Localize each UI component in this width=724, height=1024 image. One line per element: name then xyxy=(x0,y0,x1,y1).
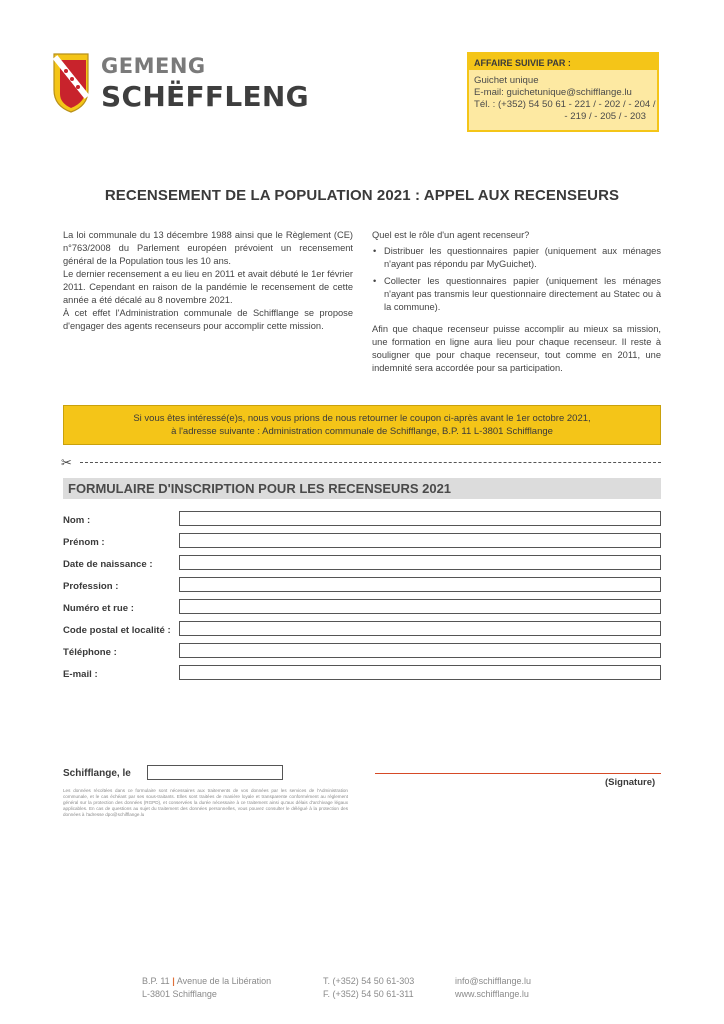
nom-field[interactable] xyxy=(179,511,661,526)
footer-separator: | xyxy=(172,976,175,986)
field-label-prenom: Prénom : xyxy=(63,537,105,548)
signature-label: (Signature) xyxy=(605,777,656,788)
role-training-paragraph: Afin que chaque recenseur puisse accomplir au mieux sa mission, une formation en ligne aura lieu pour chaque recenseur. Il reste à souligner que pour chaque recenseur, tout comme en 2011, une indemnité sera accordée pour sa participation. xyxy=(372,324,661,373)
scissors-icon: ✂ xyxy=(61,455,72,470)
commune-coat-of-arms-icon xyxy=(52,52,90,114)
field-label-profession: Profession : xyxy=(63,581,119,592)
privacy-notice: Les données récoltées dans ce formulaire sont nécessaires aux traitements de vos données par les services de l'Administration communale, et le cas échéant par ses sous-traitants. Elles sont traitées de manière loyale et transparente conformément au règlement général sur la protection des données (RGPD), et conservées la durée nécessaire à ce traitement ainsi qu'aux délais d'archivage légaux applicables. En cas de questions au sujet du traitement des données personnelles, vous pouvez consulter le délégué à la protection des données à l'adresse dpo@schifflange.lu xyxy=(63,788,348,817)
intro-column xyxy=(63,229,353,333)
cut-line xyxy=(80,462,661,463)
street-field[interactable] xyxy=(179,599,661,614)
field-label-numero-rue: Numéro et rue : xyxy=(63,603,134,614)
form-heading: FORMULAIRE D'INSCRIPTION POUR LES RECENSEURS 2021 xyxy=(63,478,661,499)
logo-wordmark-line2: SCHËFFLENG xyxy=(101,80,309,113)
field-label-email: E-mail : xyxy=(63,669,98,680)
phone-field[interactable] xyxy=(179,643,661,658)
intro-paragraph-1: La loi communale du 13 décembre 1988 ainsi que le Règlement (CE) n°763/2008 du Parlement européen prévoient un recensement général de la Population tous les 10 ans. xyxy=(63,230,353,266)
prenom-field[interactable] xyxy=(179,533,661,548)
page-title: RECENSEMENT DE LA POPULATION 2021 : APPEL AUX RECENSEURS xyxy=(104,187,620,204)
footer-web[interactable]: www.schifflange.lu xyxy=(455,989,529,999)
banner-line-2: à l'adresse suivante : Administration communale de Schifflange, B.P. 11 L-3801 Schifflange xyxy=(171,426,553,437)
profession-field[interactable] xyxy=(179,577,661,592)
date-field[interactable] xyxy=(147,765,283,780)
contact-phone-line1: Tél. : (+352) 54 50 61 - 221 / - 202 / - 204 / xyxy=(474,99,656,110)
contact-box xyxy=(467,52,659,132)
intro-paragraph-3: À cet effet l'Administration communale de Schifflange se propose d'engager des agents recenseurs pour accomplir cette mission. xyxy=(63,308,353,331)
footer-online xyxy=(455,975,531,1001)
field-label-nom: Nom : xyxy=(63,515,91,526)
email-field[interactable] xyxy=(179,665,661,680)
footer-tel: T. (+352) 54 50 61-303 xyxy=(323,976,415,986)
postal-code-locality-field[interactable] xyxy=(179,621,661,636)
footer-city: L-3801 Schifflange xyxy=(142,989,217,999)
logo-wordmark-line1: GEMENG xyxy=(101,54,206,78)
contact-phone-line2: - 219 / - 205 / - 203 xyxy=(564,111,646,122)
banner-line-1: Si vous êtes intéressé(e)s, nous vous prions de nous retourner le coupon ci-après avant le 1er octobre 2021, xyxy=(133,413,591,424)
field-label-code-postal: Code postal et localité : xyxy=(63,625,171,636)
footer-address xyxy=(142,975,271,1001)
contact-service: Guichet unique xyxy=(474,75,539,86)
field-label-telephone: Téléphone : xyxy=(63,647,117,658)
signature-line[interactable] xyxy=(375,773,661,774)
contact-heading: AFFAIRE SUIVIE PAR : xyxy=(469,54,657,70)
contact-email[interactable]: E-mail: guichetunique@schifflange.lu xyxy=(474,87,632,98)
role-bullet-1: • Distribuer les questionnaires papier (uniquement aux ménages n'ayant pas répondu par MyGuichet). xyxy=(372,245,661,271)
footer-fax: F. (+352) 54 50 61-311 xyxy=(323,989,414,999)
place-date-label: Schifflange, le xyxy=(63,768,131,779)
footer-phones xyxy=(323,975,414,1001)
role-bullet-2: • Collecter les questionnaires papier (uniquement les ménages n'ayant pas transmis leur questionnaire directement au Statec ou à la commune). xyxy=(372,275,661,314)
footer-street: Avenue de la Libération xyxy=(176,976,272,986)
role-question: Quel est le rôle d'un agent recenseur? xyxy=(372,230,530,240)
field-label-date-naissance: Date de naissance : xyxy=(63,559,153,570)
footer-bp: B.P. 11 xyxy=(142,976,170,986)
role-column xyxy=(372,229,661,375)
footer-email[interactable]: info@schifflange.lu xyxy=(455,976,532,986)
date-of-birth-field[interactable] xyxy=(179,555,661,570)
deadline-banner xyxy=(63,405,661,445)
intro-paragraph-2: Le dernier recensement a eu lieu en 2011 et avait débuté le 1er février 2011. Cependant en raison de la pandémie le recensement de cette année a été décalé au 8 novembre 2021. xyxy=(63,269,353,305)
